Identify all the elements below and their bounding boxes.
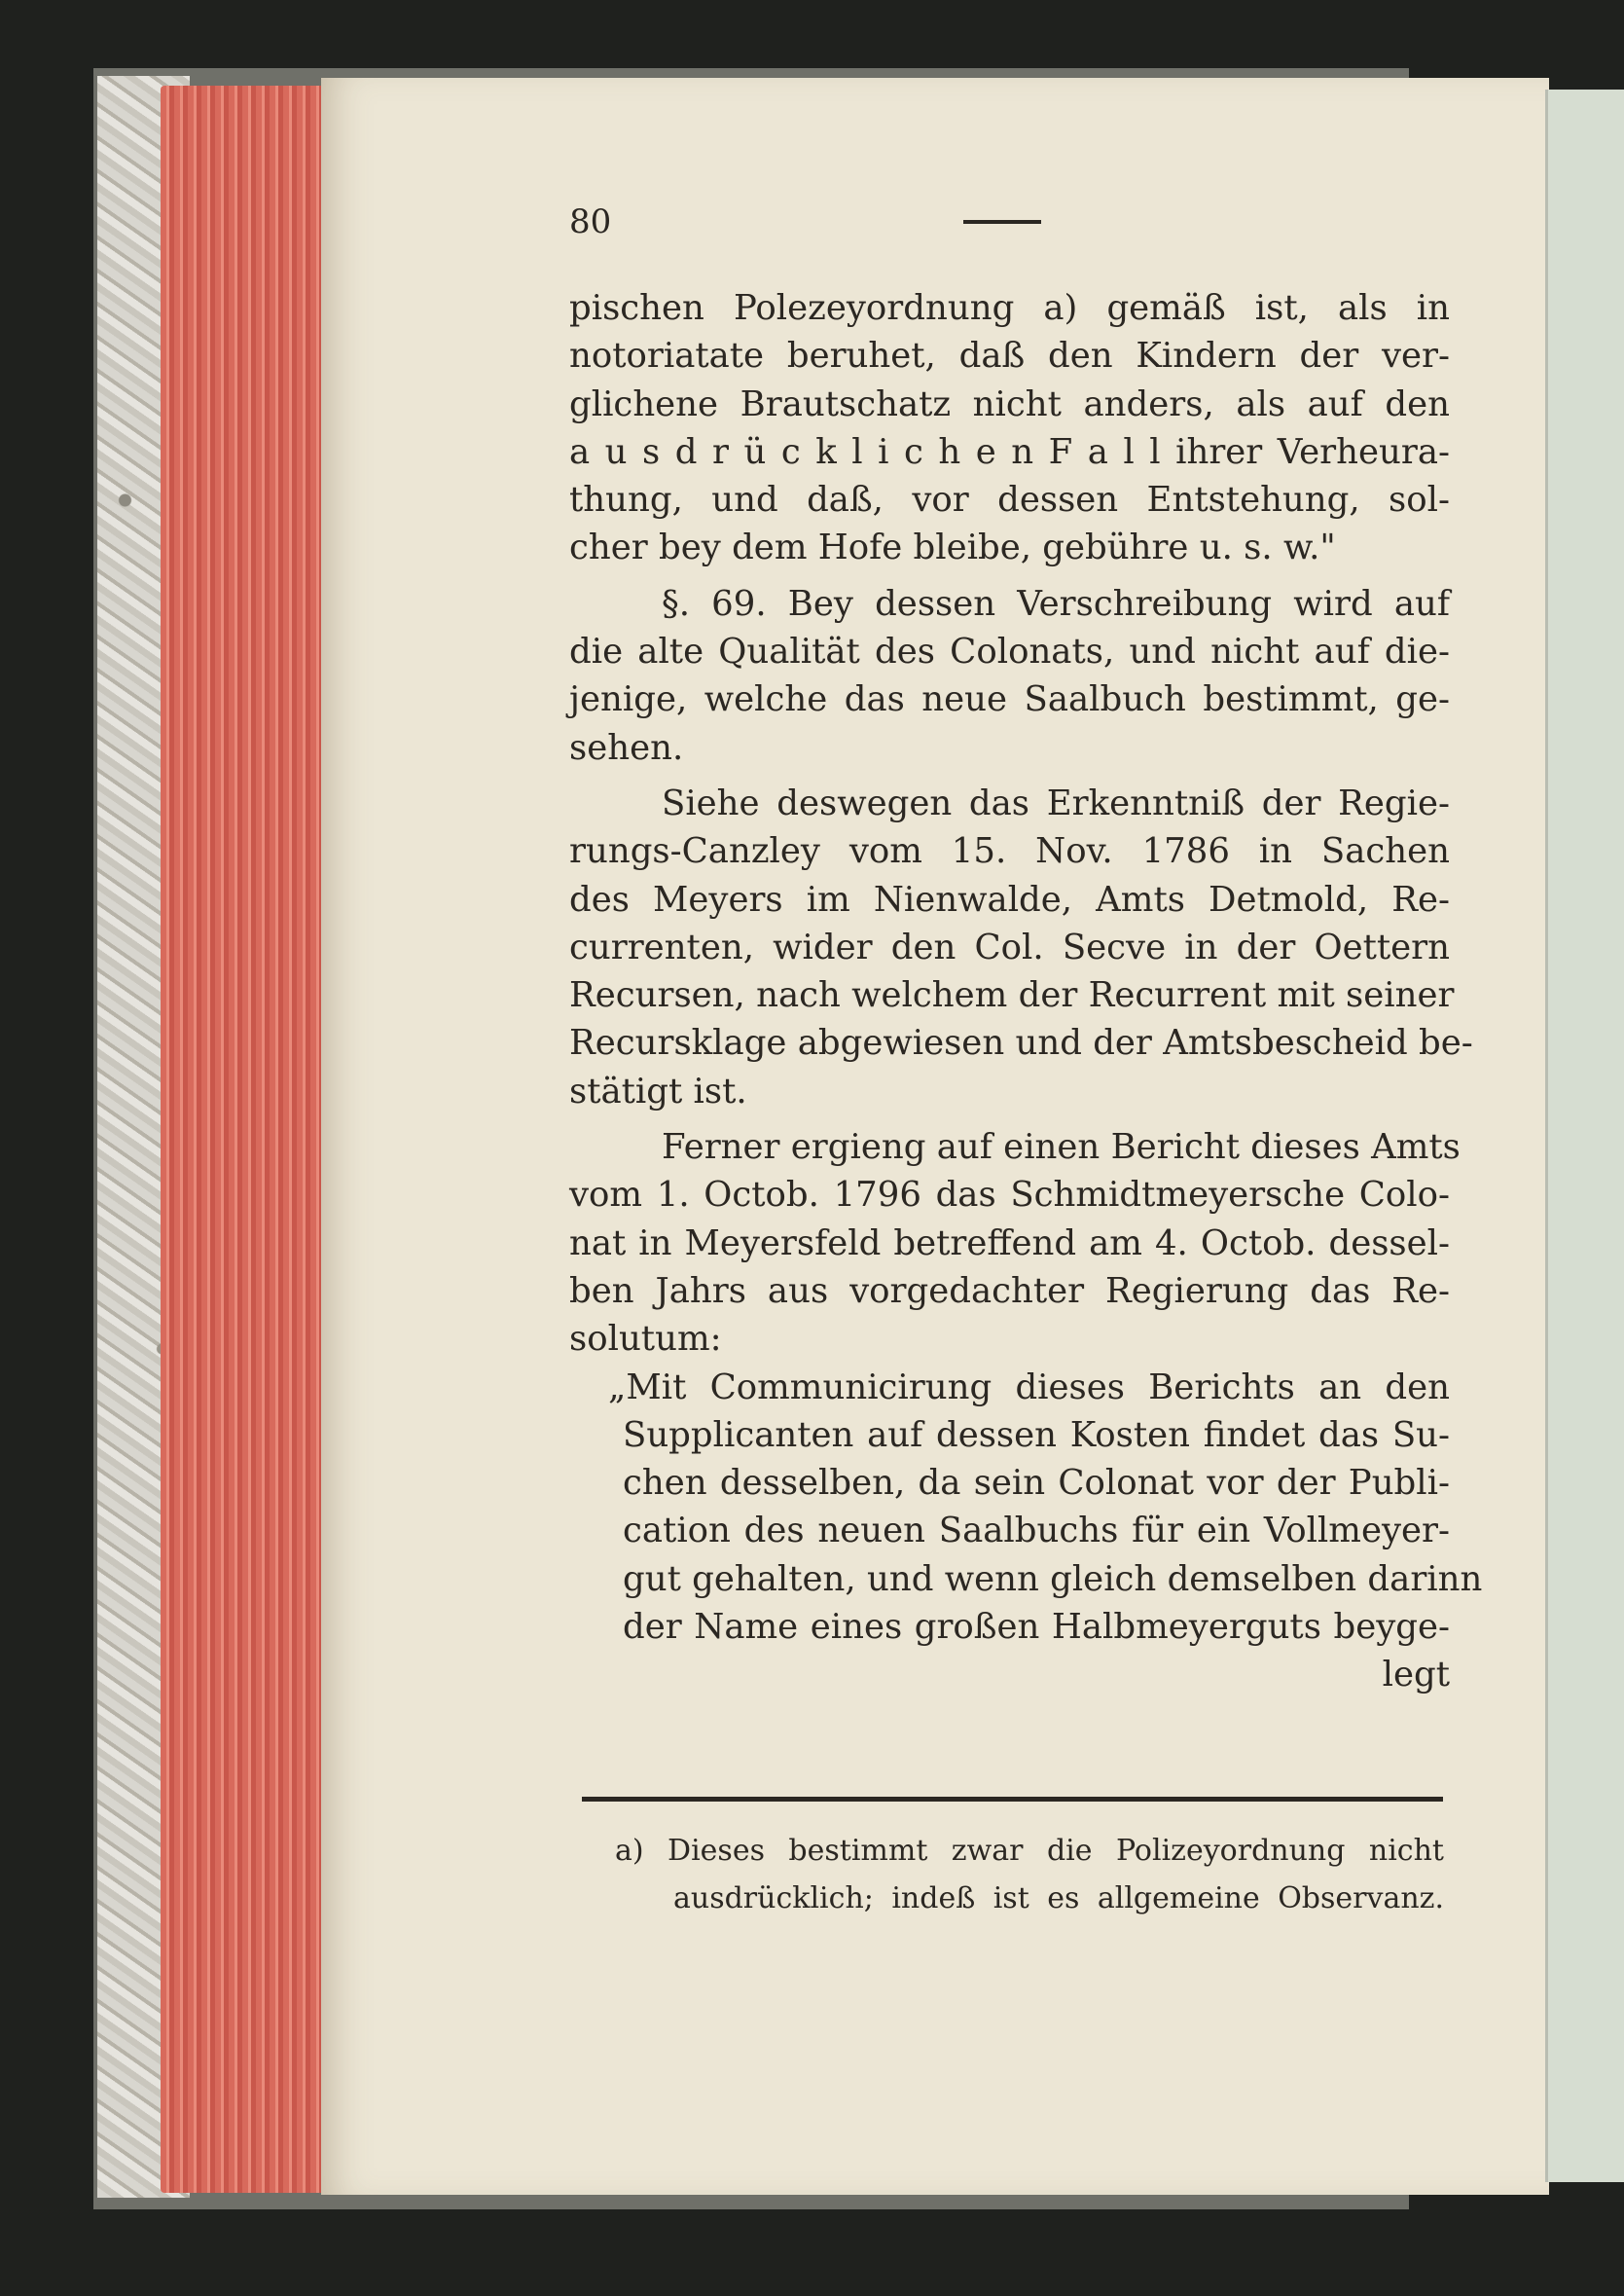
text-line: chen desselben, da sein Colonat vor der Publi- (623, 1463, 1450, 1504)
text-line: gut gehalten, und wenn gleich demselben darinn (623, 1558, 1483, 1599)
page-number: 80 (569, 202, 612, 241)
footnote-line: ausdrücklich; indeß ist es allgemeine Observanz. (673, 1881, 1444, 1916)
footnote-separator (582, 1797, 1443, 1802)
text-line: solutum: (569, 1319, 722, 1360)
text-line: notoriatate beruhet, daß den Kindern der ver- (569, 336, 1450, 377)
text-line: cher bey dem Hofe bleibe, gebühre u. s. w." (569, 528, 1336, 568)
text-line: rungs-Canzley vom 15. Nov. 1786 in Sachen (569, 831, 1450, 872)
text-line: der Name eines großen Halbmeyerguts beyge- (623, 1607, 1450, 1648)
text-line: stätigt ist. (569, 1071, 747, 1112)
text-line: pischen Polezeyordnung a) gemäß ist, als in (569, 288, 1450, 328)
text-line: die alte Qualität des Colonats, und nicht auf die- (569, 632, 1450, 673)
text-line: §. 69. Bey dessen Verschreibung wird auf (662, 583, 1450, 624)
text-line: Recursen, nach welchem der Recurrent mit seiner (569, 975, 1455, 1016)
footnote-line: a) Dieses bestimmt zwar die Polizeyordnung nicht (615, 1834, 1444, 1868)
text-line: Ferner ergieng auf einen Bericht dieses Amts (662, 1127, 1461, 1168)
header-ornament-rule (963, 220, 1041, 224)
text-line: „Mit Communicirung dieses Berichts an den (608, 1367, 1450, 1407)
text-line: sehen. (569, 727, 684, 768)
text-line: currenten, wider den Col. Secve in der Oettern (569, 927, 1450, 967)
text-line: jenige, welche das neue Saalbuch bestimmt, ge- (569, 679, 1450, 720)
text-line: nat in Meyersfeld betreffend am 4. Octob. dessel- (569, 1222, 1450, 1263)
text-line: vom 1. Octob. 1796 das Schmidtmeyersche Colo- (569, 1175, 1450, 1216)
text-line: cation des neuen Saalbuchs für ein Vollmeyer- (623, 1511, 1450, 1551)
page-header (569, 202, 1445, 251)
text-line: Siehe deswegen das Erkenntniß der Regie- (662, 783, 1450, 823)
main-text (569, 284, 1483, 1699)
text-line: a u s d r ü c k l i c h e n F a l l ihrer Verheura- (569, 431, 1450, 472)
text-line: thung, und daß, vor dessen Entstehung, sol- (569, 480, 1450, 521)
text-line: legt (1382, 1655, 1450, 1695)
text-line: glichene Brautschatz nicht anders, als auf den (569, 383, 1450, 424)
footnotes (615, 1830, 1444, 1926)
text-line: Recursklage abgewiesen und der Amtsbescheid be- (569, 1023, 1473, 1064)
text-line: Supplicanten auf dessen Kosten findet das Su- (623, 1414, 1450, 1455)
text-line: ben Jahrs aus vorgedachter Regierung das Re- (569, 1270, 1450, 1311)
facing-page-edge (1545, 90, 1624, 2182)
text-line: des Meyers im Nienwalde, Amts Detmold, Re- (569, 879, 1450, 920)
red-page-edges (161, 86, 345, 2193)
